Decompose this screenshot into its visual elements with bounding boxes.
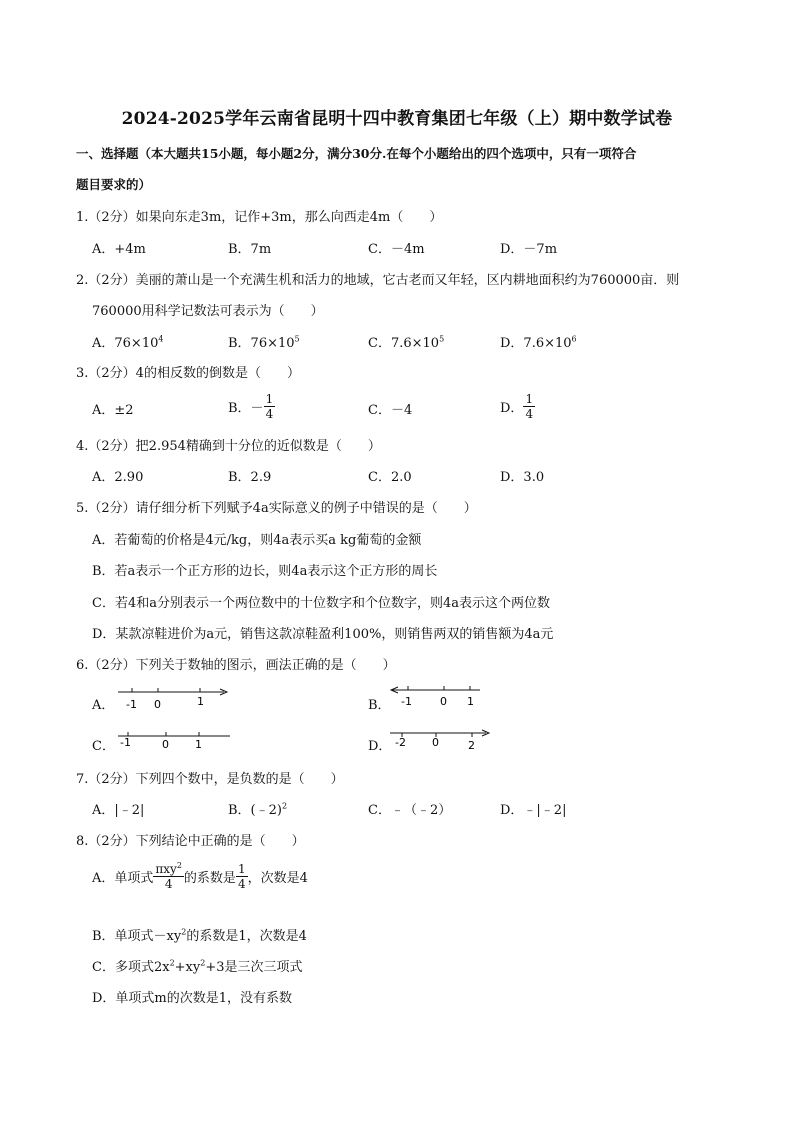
question-2-stem-line2: 760000用科学记数法可表示为（ ） [92,304,324,319]
question-6-stem: 6.（2分）下列关于数轴的图示，画法正确的是（ ） [76,658,396,673]
fraction-numerator-exp: 2 [176,861,182,870]
q8-option-c-prefix: C．多项式2x [92,960,170,975]
q3-option-b-fraction [264,392,276,421]
q2-option-c [368,332,444,351]
q3-option-d [500,392,535,421]
q8-option-b-prefix: B．单项式－xy [92,929,182,944]
q2-option-a-exp: 4 [158,334,164,344]
q1-option-b: B．7m [228,242,272,257]
q6-option-b-numberline [388,682,488,712]
tick-label: 0 [440,695,447,708]
q5-option-b: B．若a表示一个正方形的边长，则4a表示这个正方形的周长 [92,564,438,579]
q7-option-b [228,799,287,818]
tick-label: 1 [197,695,204,708]
q8-option-a-mid: 的系数是 [183,871,236,886]
q1-option-d: D．－7m [500,242,558,257]
fraction-numerator-text: πxy [155,862,177,876]
fraction-denominator: 4 [265,407,274,421]
q3-option-d-fraction [523,392,535,421]
q7-option-b-text: B．(﹣2) [228,803,282,818]
q2-option-b-text: B．76×10 [228,336,295,351]
q6-option-c-numberline [116,730,236,756]
q4-option-a: A．2.90 [92,470,144,485]
tick-label: 1 [195,738,202,751]
fraction-denominator: 4 [164,877,173,891]
question-7-stem: 7.（2分）下列四个数中，是负数的是（ ） [76,772,344,787]
q4-option-b: B．2.9 [228,470,272,485]
question-4-stem: 4.（2分）把2.954精确到十分位的近似数是（ ） [76,439,381,454]
number-line-d [388,725,498,755]
fraction-numerator: 1 [265,392,274,406]
q1-option-c: C．－4m [368,242,425,257]
number-line-a [116,684,236,714]
tick-label: -2 [395,736,406,749]
fraction-denominator: 4 [237,877,246,891]
section-heading-line2: 题目要求的） [76,177,152,192]
tick-label: 0 [162,738,169,751]
q8-option-c-exp1: 2 [169,958,175,968]
q8-option-a-fraction [153,862,184,891]
q2-option-a [92,332,163,351]
q3-option-c: C．－4 [368,403,413,418]
question-7-options [92,799,742,819]
q8-option-a [92,862,732,902]
fraction-numerator [153,862,184,877]
q2-option-d [500,332,577,351]
q5-option-d: D．某款凉鞋进价为a元，销售这款凉鞋盈利100%，则销售两双的销售额为4a元 [92,627,554,642]
question-2-options [92,332,742,352]
q7-option-b-exp: 2 [281,801,288,811]
q8-option-c-suffix: +3是三次三项式 [205,960,303,975]
question-1-options [92,238,742,258]
tick-label: -1 [120,736,131,749]
q6-option-a-numberline [116,684,236,714]
q7-option-c: C．﹣（﹣2） [368,803,452,818]
q7-option-d: D．﹣|﹣2| [500,803,567,818]
question-3-options [92,392,742,426]
q2-option-d-exp: 6 [571,334,577,344]
q8-option-b [92,925,732,944]
fraction-numerator: 1 [525,392,534,406]
q8-option-b-suffix: 的系数是1，次数是4 [186,929,307,944]
section-heading [76,138,736,200]
question-1-stem: 1.（2分）如果向东走3m，记作+3m，那么向西走4m（ ） [76,210,443,225]
q8-option-c-exp2: 2 [200,958,206,968]
q6-option-d-label: D． [368,739,392,754]
q2-option-b-exp: 5 [294,334,300,344]
q2-option-c-text: C．7.6×10 [368,336,440,351]
q2-option-b [228,332,300,351]
q3-option-d-prefix: D． [500,401,524,416]
q8-option-a-suffix: ，次数是4 [247,871,308,886]
q5-option-c: C．若4和a分别表示一个两位数中的十位数字和个位数字，则4a表示这个两位数 [92,596,550,611]
q5-option-a: A．若葡萄的价格是4元/kg，则4a表示买a kg葡萄的金额 [92,533,422,548]
q8-option-a-coef-fraction [236,862,248,891]
question-5-stem: 5.（2分）请仔细分析下列赋予4a实际意义的例子中错误的是（ ） [76,501,477,516]
tick-label: 1 [467,695,474,708]
q4-option-c: C．2.0 [368,470,412,485]
q6-option-c-label: C． [92,739,115,754]
tick-label: 0 [432,736,439,749]
number-line-b [388,682,488,712]
q6-option-a-label: A． [92,698,115,713]
q8-option-c [92,956,732,975]
q2-option-c-exp: 5 [439,334,445,344]
question-8-stem: 8.（2分）下列结论中正确的是（ ） [76,834,305,849]
q3-option-b-prefix: B．－ [228,401,264,416]
tick-label: -1 [401,695,412,708]
tick-label: 2 [468,739,475,752]
q1-option-a: A．+4m [92,242,146,257]
q6-option-d-numberline [388,725,498,755]
question-4-options [92,466,742,486]
number-line-c [116,730,236,756]
section-heading-line1: 一、选择题（本大题共15小题，每小题2分，满分30分.在每个小题给出的四个选项中，只有一项符合 [76,146,637,161]
q3-option-b [228,392,275,421]
q8-option-d: D．单项式m的次数是1，没有系数 [92,991,293,1006]
q6-option-b-label: B． [368,698,391,713]
q4-option-d: D．3.0 [500,470,545,485]
q8-option-b-exp: 2 [181,927,187,937]
q2-option-a-text: A．76×10 [92,336,159,351]
fraction-denominator: 4 [525,407,534,421]
q7-option-a: A．|﹣2| [92,803,145,818]
q8-option-a-prefix: A．单项式 [92,871,154,886]
q2-option-d-text: D．7.6×10 [500,336,572,351]
tick-label: -1 [126,698,137,711]
tick-label: 0 [154,698,161,711]
question-2-stem-line1: 2.（2分）美丽的萧山是一个充满生机和活力的地域，它古老而又年轻，区内耕地面积约为760000亩．则 [76,273,680,288]
page-title: 2024-2025学年云南省昆明十四中教育集团七年级（上）期中数学试卷 [121,109,673,129]
question-3-stem: 3.（2分）4的相反数的倒数是（ ） [76,366,300,381]
q8-option-c-mid: +xy [174,960,201,975]
fraction-numerator: 1 [237,862,246,876]
q3-option-a: A．±2 [92,403,134,418]
